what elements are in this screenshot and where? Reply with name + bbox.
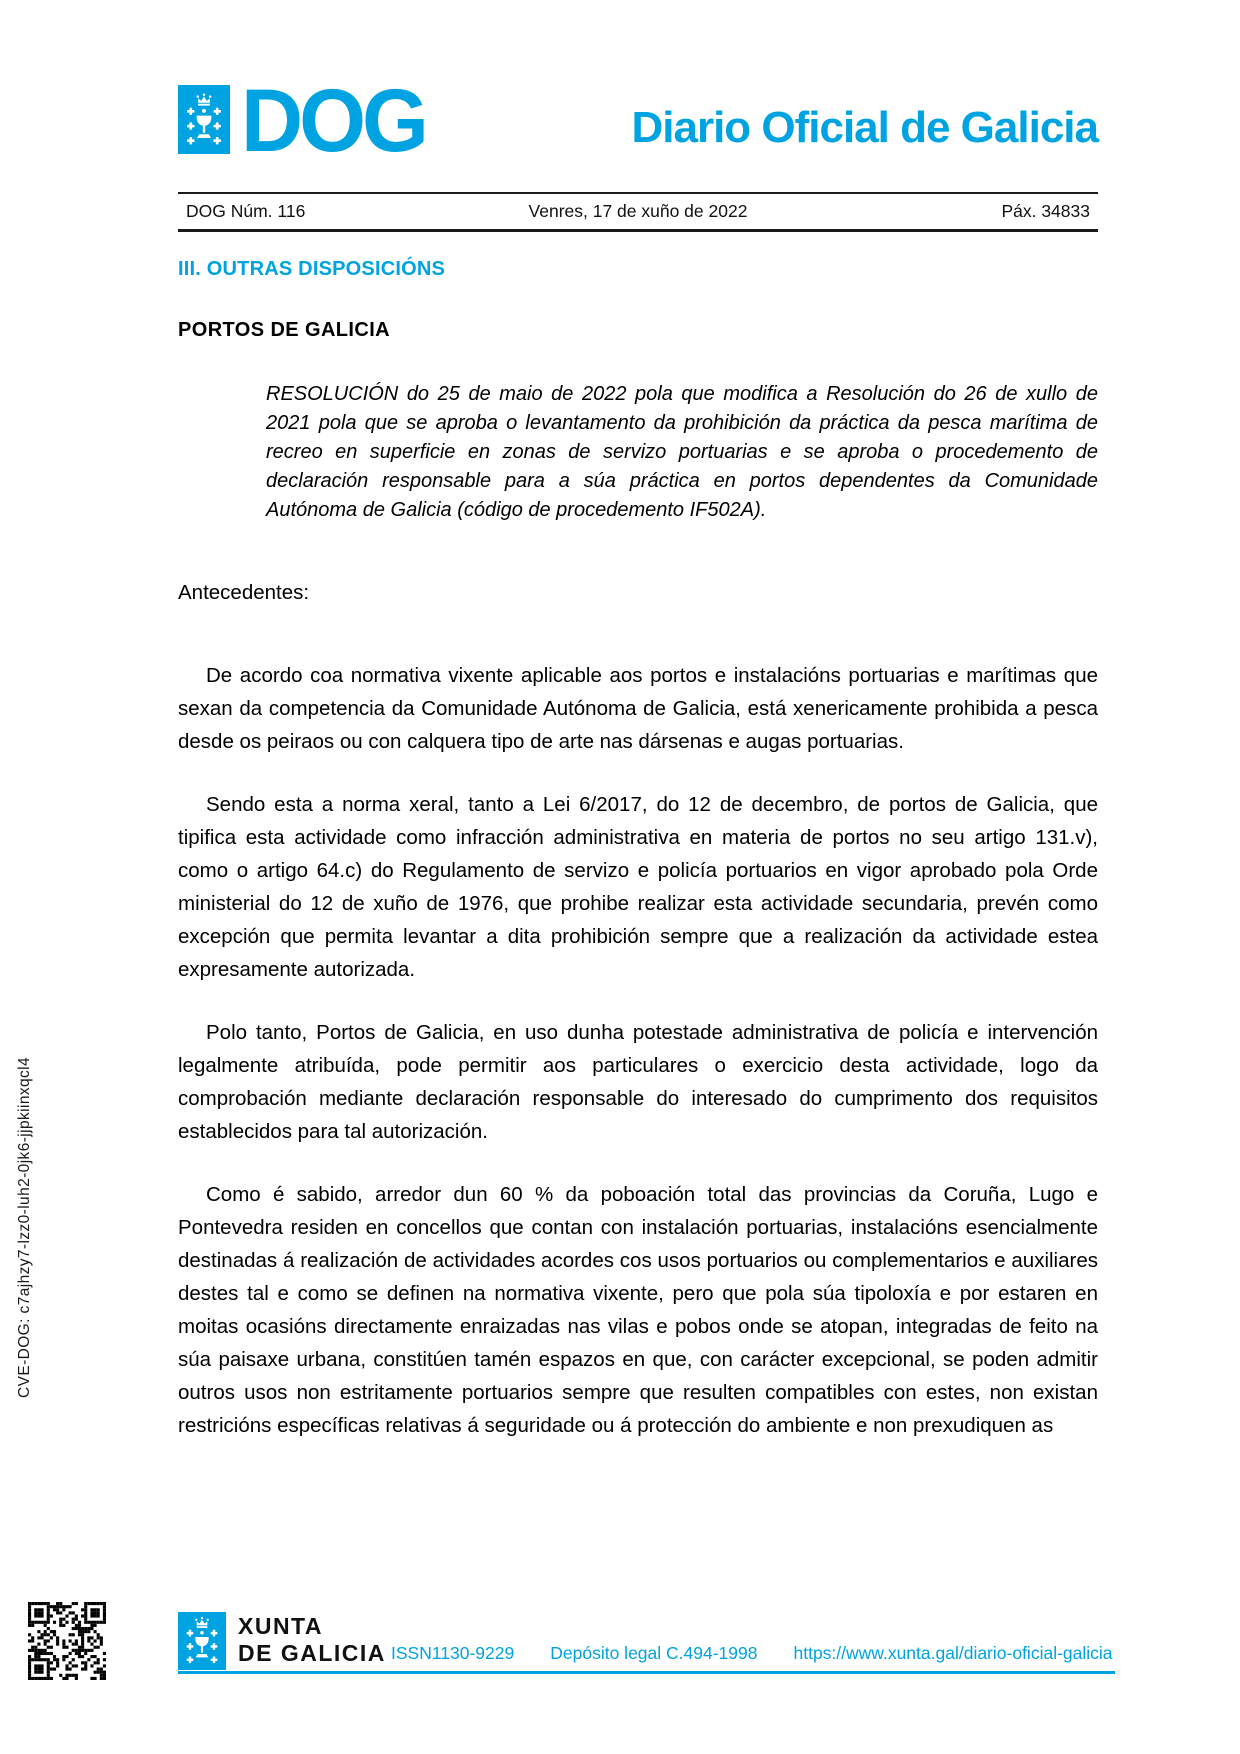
masthead: [178, 70, 1098, 171]
journal-title: Diario Oficial de Galicia: [631, 103, 1098, 152]
issue-number: DOG Núm. 116: [186, 200, 306, 221]
section-heading: III. OUTRAS DISPOSICIÓNS: [178, 258, 446, 280]
organization-heading: PORTOS DE GALICIA: [178, 319, 391, 341]
footer-meta: [391, 1643, 1115, 1664]
spacer: [770, 1643, 780, 1664]
xunta-logo-line2: DE GALICIA: [238, 1640, 386, 1666]
header-rule-top: [178, 192, 1098, 194]
document-body: [178, 258, 1098, 1442]
footer-rule: [178, 1671, 1115, 1674]
legal-deposit-label: Depósito legal C.494-1998: [550, 1643, 758, 1663]
paragraph: Como é sabido, arredor dun 60 % da poboación total das provincias da Coruña, Lugo e Pontevedra residen en concellos que contan con instalación portuarias, instalacións esencialmente destinadas á realización de actividades acordes cos usos portuarios ou complementarios e auxiliares destes tal e como se definen na normativa vixente, pero que pola súa tipoloxía e por estaren en moitas ocasións directamente enraizadas nas vilas e pobos onde se atopan, integradas de feito na súa paisaxe urbana, constitúen tamén espazos en que, con carácter excepcional, se poden admitir outros usos non estritamente portuarios sempre que resulten compatibles con estes, non existan restricións específicas relativas á seguridade ou á protección do ambiente e non prexudiquen as: [178, 1183, 1098, 1437]
resolution-abstract: RESOLUCIÓN do 25 de maio de 2022 pola que modifica a Resolución do 26 de xullo de 2021 pola que se aproba o levantamento da prohibición da práctica da pesca marítima de recreo en superficie en zonas de servizo portuarias e se aproba o procedemento de declaración responsable para a súa práctica en portos dependentes da Comunidade Autónoma de Galicia (código de procedemento IF502A).: [266, 383, 1098, 521]
header-rule-bottom: [178, 229, 1098, 232]
spacer: [527, 1643, 537, 1664]
xunta-logo-text: [238, 1613, 386, 1667]
dog-logotype: DOG: [241, 70, 425, 171]
issn-label: ISSN1130-9229: [391, 1643, 515, 1663]
dog-website-link[interactable]: https://www.xunta.gal/diario-oficial-galicia: [793, 1643, 1113, 1663]
dog-logo: [178, 70, 425, 171]
xunta-logo-line1: XUNTA: [238, 1613, 324, 1639]
paragraph: Sendo esta a norma xeral, tanto a Lei 6/2017, do 12 de decembro, de portos de Galicia, que tipifica esta actividade como infracción administrativa en materia de portos no seu artigo 131.v), como o artigo 64.c) do Regulamento de servizo e policía portuarios en vigor aprobado pola Orde ministerial do 12 de xuño de 1976, que prohibe realizar esta actividade secundaria, prevén como excepción que permita levantar a dita prohibición sempre que a realización da actividade estea expresamente autorizada.: [178, 793, 1098, 981]
cve-code: CVE-DOG: c7ajhzy7-lzz0-luh2-0jk6-jjpkiinxqcl4: [16, 1056, 33, 1398]
paragraph: Polo tanto, Portos de Galicia, en uso dunha potestade administrativa de policía e intervención legalmente atribuída, pode permitir aos particulares o exercicio desta actividade, logo da comprobación mediante declaración responsable do interesado do cumprimento dos requisitos establecidos para tal autorización.: [178, 1021, 1098, 1143]
issue-date: Venres, 17 de xuño de 2022: [528, 200, 748, 221]
paragraph: De acordo coa normativa vixente aplicable aos portos e instalacións portuarias e marítimas que sexan da competencia da Comunidade Autónoma de Galicia, está xenericamente prohibida a pesca desde os peiraos ou con calquera tipo de arte nas dársenas e augas portuarias.: [178, 664, 1098, 753]
antecedents-label: Antecedentes:: [178, 581, 310, 604]
qr-code: [28, 1602, 106, 1680]
galicia-shield-icon: [178, 85, 230, 154]
xunta-shield-icon: [178, 1612, 226, 1670]
header-info-bar: [178, 196, 1098, 226]
page-number: Páx. 34833: [1001, 200, 1090, 221]
